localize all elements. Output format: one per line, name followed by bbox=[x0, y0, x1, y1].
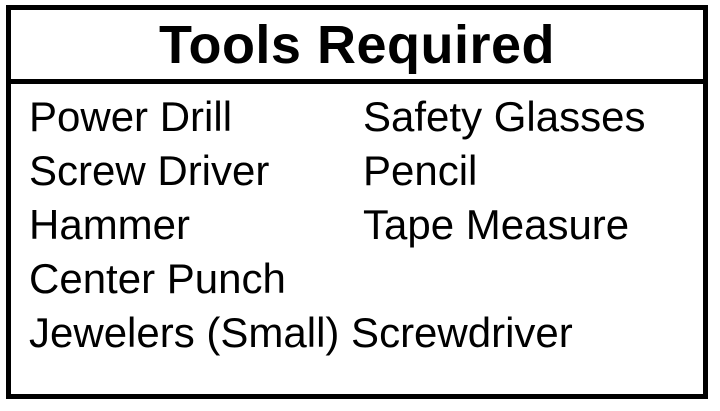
list-item bbox=[11, 144, 703, 198]
tools-required-card bbox=[6, 5, 708, 399]
tool-name: Pencil bbox=[363, 147, 478, 194]
list-item bbox=[11, 306, 703, 360]
tool-name: Jewelers (Small) Screwdriver bbox=[29, 309, 573, 356]
tool-name: Hammer bbox=[29, 201, 191, 248]
tool-name: Center Punch bbox=[29, 255, 286, 302]
tool-name: Screw Driver bbox=[29, 147, 270, 194]
list-item bbox=[11, 252, 703, 306]
page-title: Tools Required bbox=[158, 14, 556, 75]
tool-name: Tape Measure bbox=[363, 201, 630, 248]
list-item bbox=[11, 198, 703, 252]
tool-name: Safety Glasses bbox=[363, 93, 646, 140]
card-title-bar bbox=[11, 10, 703, 84]
tools-list bbox=[11, 84, 703, 360]
tool-name: Power Drill bbox=[29, 93, 233, 140]
list-item bbox=[11, 90, 703, 144]
